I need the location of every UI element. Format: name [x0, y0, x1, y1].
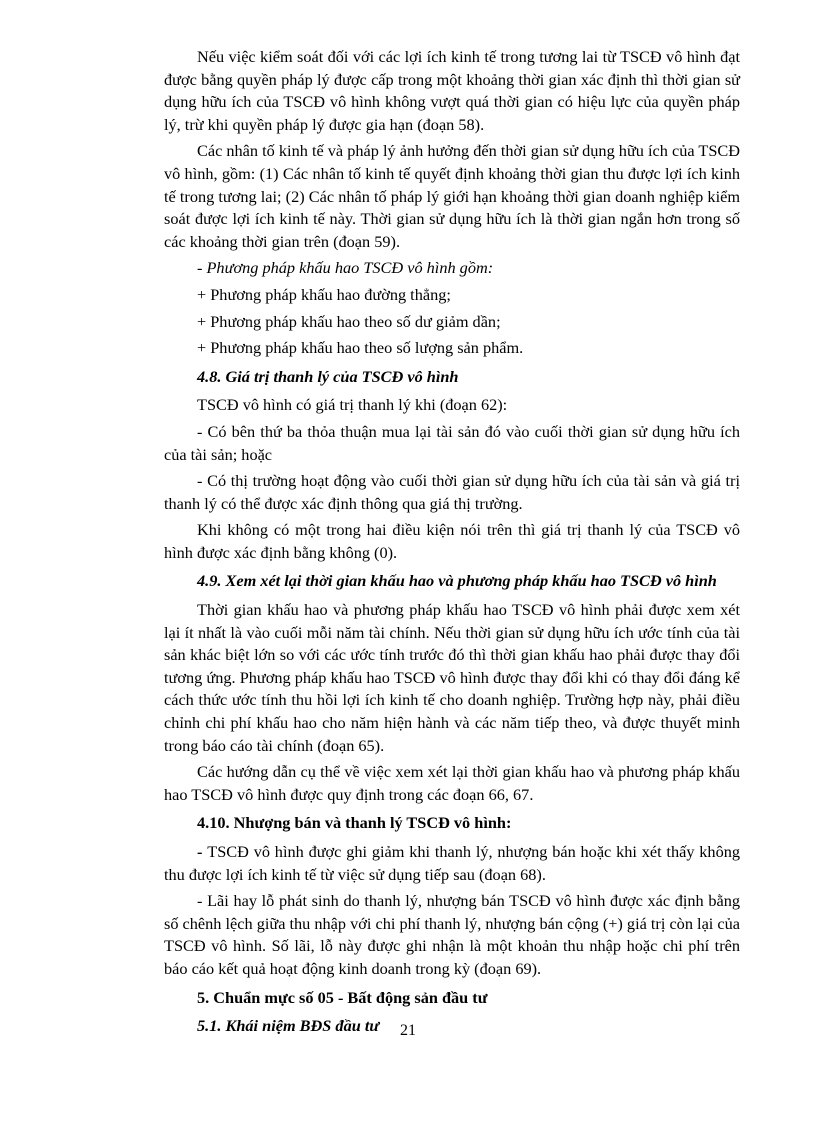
page-body — [164, 46, 740, 1044]
heading-4-9: 4.9. Xem xét lại thời gian khấu hao và phương pháp khấu hao TSCĐ vô hình — [197, 571, 717, 591]
heading-5-1: 5.1. Khái niệm BĐS đầu tư — [197, 1016, 380, 1036]
paragraph-derecognition — [164, 841, 740, 886]
heading-5: 5. Chuẩn mực số 05 - Bất động sản đầu tư — [197, 987, 488, 1007]
paragraph-review-depreciation: Thời gian khấu hao và phương pháp khấu hao TSCĐ vô hình phải được xem xét lại ít nhất là vào cuối mỗi năm tài chính. Nếu thời gian sử dụng hữu ích ước tính của tài sản khác biệt lớn so với các ước tính trước đó thì thời gian khấu hao phải được thay đổi tương ứng. Phương pháp khấu hao TSCĐ vô hình được thay đổi khi có thay đổi đáng kể cách thức ước tính thu hồi lợi ích kinh tế cho doanh nghiệp. Trường hợp này, phải điều chỉnh chi phí khấu hao cho năm hiện hành và các năm tiếp theo, và được thuyết minh trong báo cáo tài chính (đoạn 65). — [164, 600, 740, 755]
bold-dash: - — [197, 842, 208, 861]
paragraph-salvage-condition: TSCĐ vô hình có giá trị thanh lý khi (đoạn 62): — [197, 395, 508, 415]
list-item-declining-balance: + Phương pháp khấu hao theo số dư giảm dần; — [197, 311, 501, 331]
list-item-straight-line: + Phương pháp khấu hao đường thẳng; — [197, 284, 451, 304]
paragraph-third-party: - Có bên thứ ba thỏa thuận mua lại tài sản đó vào cuối thời gian sử dụng hữu ích của tài sản; hoặc — [164, 421, 740, 464]
paragraph-zero-salvage: Khi không có một trong hai điều kiện nói trên thì giá trị thanh lý của TSCĐ vô hình được xác định bằng không (0). — [164, 520, 740, 562]
paragraph-review-guidance: Các hướng dẫn cụ thể về việc xem xét lại thời gian khấu hao và phương pháp khấu hao TSCĐ vô hình được quy định trong các đoạn 66, 67. — [164, 762, 740, 804]
heading-4-8: 4.8. Giá trị thanh lý của TSCĐ vô hình — [197, 366, 459, 386]
heading-4-10: 4.10. Nhượng bán và thanh lý TSCĐ vô hình: — [197, 813, 512, 833]
paragraph-factors: Các nhân tố kinh tế và pháp lý ảnh hưởng đến thời gian sử dụng hữu ích của TSCĐ vô hình, gồm: (1) Các nhân tố kinh tế quyết định khoảng thời gian thu được lợi ích kinh tế trong tương lai; (2) Các nhân tố pháp lý giới hạn khoảng thời gian doanh nghiệp kiểm soát được lợi ích kinh tế này. Thời gian sử dụng hữu ích là thời gian ngắn hơn trong số các khoảng thời gian trên (đoạn 59). — [164, 141, 740, 251]
paragraph-gain-loss: - Lãi hay lỗ phát sinh do thanh lý, nhượng bán TSCĐ vô hình được xác định bằng số chênh lệch giữa thu nhập với chi phí thanh lý, nhượng bán cộng (+) giá trị còn lại của TSCĐ vô hình. Số lãi, lỗ này được ghi nhận là một khoản thu nhập hoặc chi phí trên báo cáo kết quả hoạt động kinh doanh trong kỳ (đoạn 69). — [164, 891, 740, 978]
list-item-units-of-production: + Phương pháp khấu hao theo số lượng sản phẩm. — [197, 338, 524, 358]
paragraph-active-market: - Có thị trường hoạt động vào cuối thời gian sử dụng hữu ích của tài sản và giá trị thanh lý có thể được xác định thông qua giá thị trường. — [164, 471, 740, 513]
paragraph-derecognition-text: TSCĐ vô hình được ghi giảm khi thanh lý, nhượng bán hoặc khi xét thấy không thu được lợi ích kinh tế từ việc sử dụng tiếp sau (đoạn 68). — [164, 842, 740, 884]
paragraph-intangible-control: Nếu việc kiểm soát đối với các lợi ích kinh tế trong tương lai từ TSCĐ vô hình đạt được bằng quyền pháp lý được cấp trong một khoảng thời gian xác định thì thời gian sử dụng hữu ích của TSCĐ vô hình không vượt quá thời gian có hiệu lực của quyền pháp lý, trừ khi quyền pháp lý được gia hạn (đoạn 58). — [164, 47, 740, 134]
page-number: 21 — [400, 1022, 416, 1039]
paragraph-method-list-title: - Phương pháp khấu hao TSCĐ vô hình gồm: — [197, 258, 494, 278]
